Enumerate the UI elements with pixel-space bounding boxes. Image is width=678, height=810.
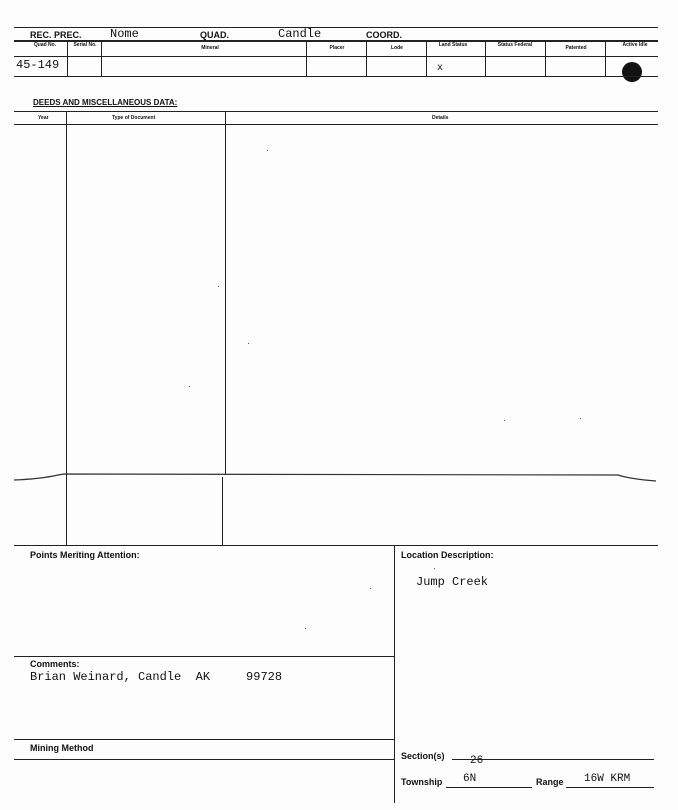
lower-divider [394,545,395,803]
township-value: 6N [463,773,477,785]
comments-label: Comments: [30,659,80,669]
speck [305,628,306,629]
deeds-title: DEEDS AND MISCELLANEOUS DATA: [33,98,178,107]
col-active-idle: Active Idle [622,42,648,48]
col-land-status: Land Status [438,42,468,48]
col-lode: Lode [391,45,403,51]
coord-label: COORD. [366,30,402,40]
township-line [446,787,532,788]
divider [545,40,546,76]
divider [67,40,68,76]
land-status-mark: x [437,63,444,74]
card-seam-line [0,465,678,495]
township-label: Township [401,777,443,787]
speck [580,418,581,419]
range-line [566,787,654,788]
location-value: Jump Creek [416,575,489,589]
col-patented: Patented [565,45,587,51]
deeds-col-details: Details [432,115,449,121]
col-serial-no: Serial No. [73,42,97,48]
speck [504,420,505,421]
range-value: 16W KRM [584,773,631,785]
mining-method-label: Mining Method [30,743,94,753]
quad-value: Candle [278,27,322,41]
speck [370,588,371,589]
active-idle-filled-dot [622,62,642,82]
divider [426,40,427,76]
quad-no-value: 45-149 [16,58,60,72]
speck [189,386,190,387]
deeds-rule-top [14,111,658,112]
col-status-federal: Status Federal [497,42,533,48]
deeds-rule-header [14,124,658,125]
sections-value: 26 [470,755,484,767]
sections-label: Section(s) [401,751,445,761]
col-mineral: Mineral [201,45,219,51]
divider [366,40,367,76]
comments-value: Brian Weinard, Candle AK 99728 [30,670,283,684]
lower-rule-top [14,545,658,546]
speck [434,568,435,569]
header-rule-cols [14,56,658,57]
header-rule-bold [14,40,658,42]
divider [306,40,307,76]
comments-rule [14,656,394,657]
col-quad-no: Quad No. [33,42,57,48]
location-label: Location Description: [401,550,494,560]
header-rule-bottom [14,76,658,77]
deeds-col-type: Type of Document [112,115,156,121]
col-placer: Placer [329,45,345,51]
speck [218,286,219,287]
divider [485,40,486,76]
speck [248,343,249,344]
divider [605,40,606,76]
deeds-divider-type [225,111,226,475]
mining-rule [14,739,394,740]
rec-prec-value: Nome [110,27,139,41]
mining-rule-bottom [14,759,394,760]
deeds-col-year: Year [38,115,49,121]
divider [101,40,102,76]
rec-prec-label: REC. PREC. [30,30,82,40]
quad-label: QUAD. [200,30,229,40]
speck [267,150,268,151]
points-label: Points Meriting Attention: [30,550,140,560]
range-label: Range [536,777,564,787]
